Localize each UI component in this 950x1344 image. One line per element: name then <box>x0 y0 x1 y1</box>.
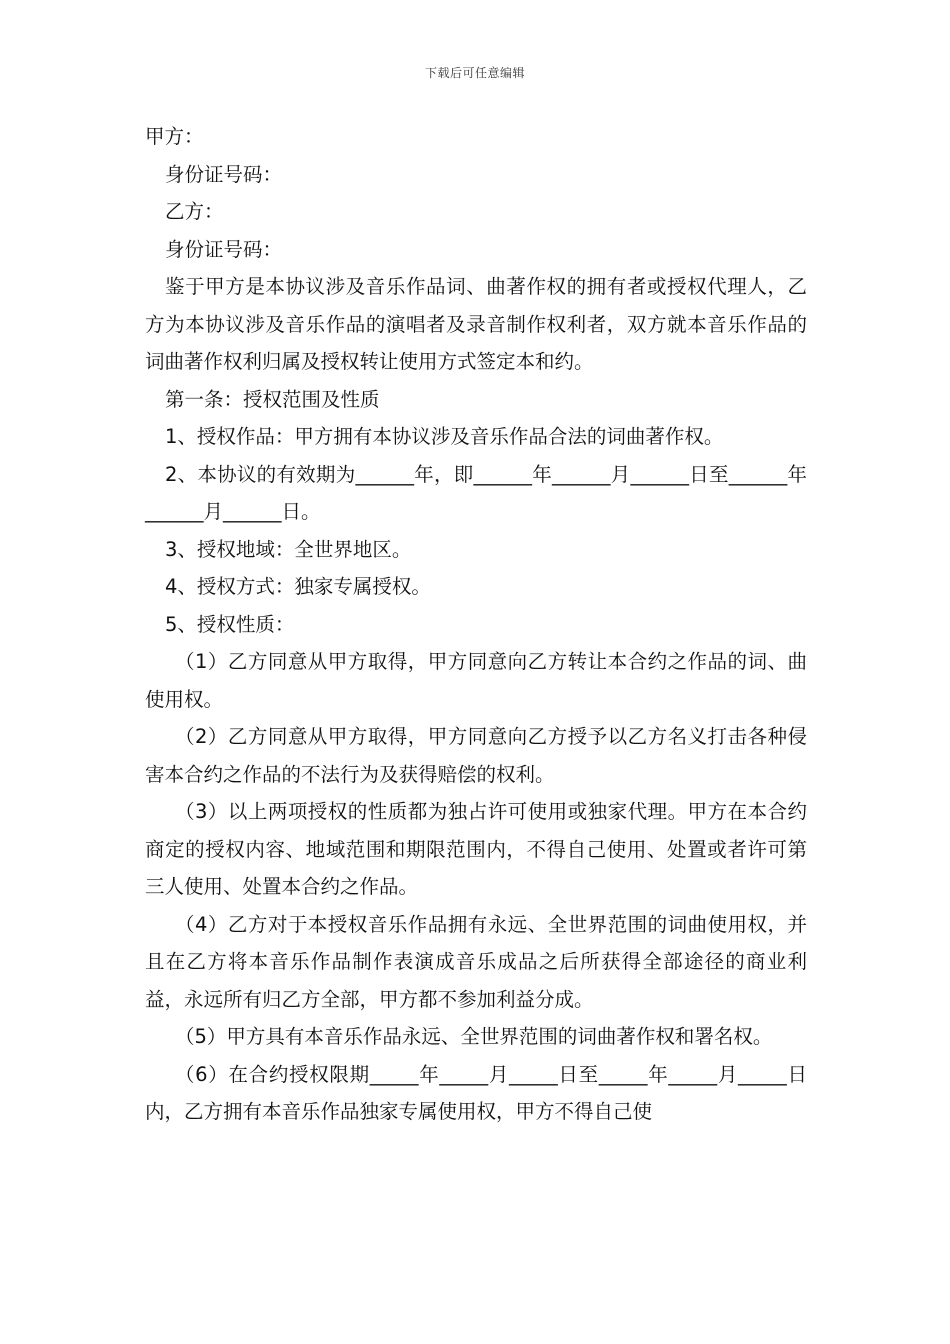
page-header: 下载后可任意编辑 <box>424 66 525 80</box>
document-body <box>145 118 807 1131</box>
sub-clause-4: （4）乙方对于本授权音乐作品拥有永远、全世界范围的词曲使用权，并且在乙方将本音乐作品制作表演成音乐成品之后所获得全部途径的商业利益，永远所有归乙方全部，甲方都不参加利益分成。 <box>145 912 807 1011</box>
article-one-heading: 第一条：授权范围及性质 <box>165 387 380 411</box>
sub-clause-3: （3）以上两项授权的性质都为独占许可使用或独家代理。甲方在本合约商定的授权内容、地域范围和期限范围内，不得自己使用、处置或者许可第三人使用、处置本合约之作品。 <box>145 800 807 898</box>
preamble-paragraph: 鉴于甲方是本协议涉及音乐作品词、曲著作权的拥有者或授权代理人，乙方为本协议涉及音乐作品的演唱者及录音制作权利者，双方就本音乐作品的词曲著作权利归属及授权转让使用方式签定本和约。 <box>145 275 807 373</box>
sub-clause-2: （2）乙方同意从甲方取得，甲方同意向乙方授予以乙方名义打击各种侵害本合约之作品的不法行为及获得赔偿的权利。 <box>145 725 807 786</box>
sub-clause-6: （6）在合约授权限期_____年_____月_____日至_____年_____月_____日内，乙方拥有本音乐作品独家专属使用权，甲方不得自己使 <box>145 1062 807 1123</box>
sub-clause-1: （1）乙方同意从甲方取得，甲方同意向乙方转让本合约之作品的词、曲使用权。 <box>145 650 807 711</box>
clause-1: 1、授权作品：甲方拥有本协议涉及音乐作品合法的词曲著作权。 <box>165 425 724 448</box>
party-a-label: 甲方： <box>145 125 204 148</box>
clause-4: 4、授权方式：独家专属授权。 <box>165 575 431 598</box>
party-a-id-label: 身份证号码： <box>165 162 283 186</box>
clause-3: 3、授权地域：全世界地区。 <box>165 537 412 561</box>
party-b-label: 乙方： <box>165 200 224 223</box>
clause-2: 2、本协议的有效期为______年，即______年______月______日至______年______月______日。 <box>145 462 807 523</box>
sub-clause-5: （5）甲方具有本音乐作品永远、全世界范围的词曲著作权和署名权。 <box>175 1025 773 1048</box>
clause-5: 5、授权性质： <box>165 612 295 636</box>
party-b-id-label: 身份证号码： <box>165 237 283 261</box>
